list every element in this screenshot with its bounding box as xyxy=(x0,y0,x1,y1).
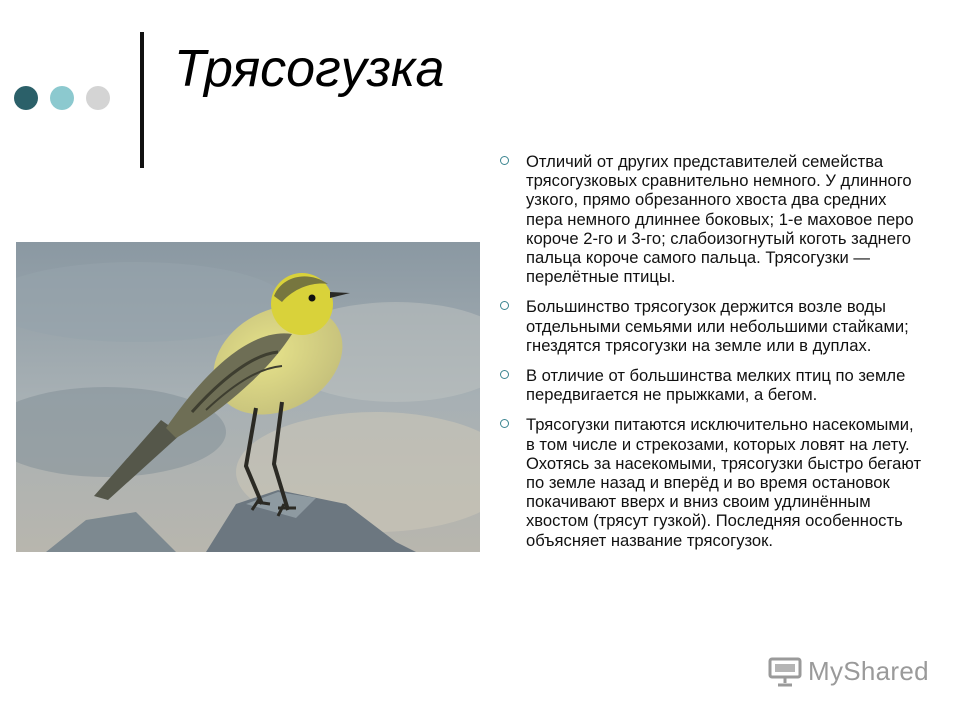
watermark-text: MyShared xyxy=(808,656,929,686)
bullet-text: В отличие от большинства мелких птиц по земле передвигается не прыжками, а бегом. xyxy=(526,366,906,405)
bullet-text: Большинство трясогузок держится возле воды отдельными семьями или небольшими стайками; гнездятся трясогузки на земле или в дуплах. xyxy=(526,297,909,355)
ring-bullet-icon xyxy=(500,301,509,310)
bullet-item xyxy=(496,152,926,286)
decorative-dots xyxy=(14,86,110,110)
slide-title: Трясогузка xyxy=(174,40,445,98)
ring-bullet-icon xyxy=(500,370,509,379)
ring-bullet-icon xyxy=(500,419,509,428)
bullet-item xyxy=(496,415,926,549)
bullet-item xyxy=(496,297,926,355)
bullet-item xyxy=(496,366,926,404)
bullet-text: Трясогузки питаются исключительно насекомыми, в том числе и стрекозами, которых ловят на лету. Охотясь за насекомыми, трясогузки быстро бегают по земле назад и вперёд и во время остановок покачивают вверх и вниз своим удлинённым хвостом (трясут гузкой). Последняя особенность объясняет название трясогузок. xyxy=(526,415,922,550)
title-divider xyxy=(140,32,144,168)
wagtail-photo xyxy=(16,242,480,552)
dot-light-teal xyxy=(50,86,74,110)
bullet-list xyxy=(496,152,926,561)
ring-bullet-icon xyxy=(500,156,509,165)
bullet-text: Отличий от других представителей семейства трясогузковых сравнительно немного. У длинного узкого, прямо обрезанного хвоста два средних пера немного длиннее боковых; 1-е маховое перо короче 2-го и 3-го; слабоизогнутый коготь заднего пальца короче самого пальца. Трясогузки — перелётные птицы. xyxy=(526,152,914,287)
watermark xyxy=(768,656,929,687)
projector-icon xyxy=(768,657,802,687)
dot-gray xyxy=(86,86,110,110)
dot-dark-teal xyxy=(14,86,38,110)
